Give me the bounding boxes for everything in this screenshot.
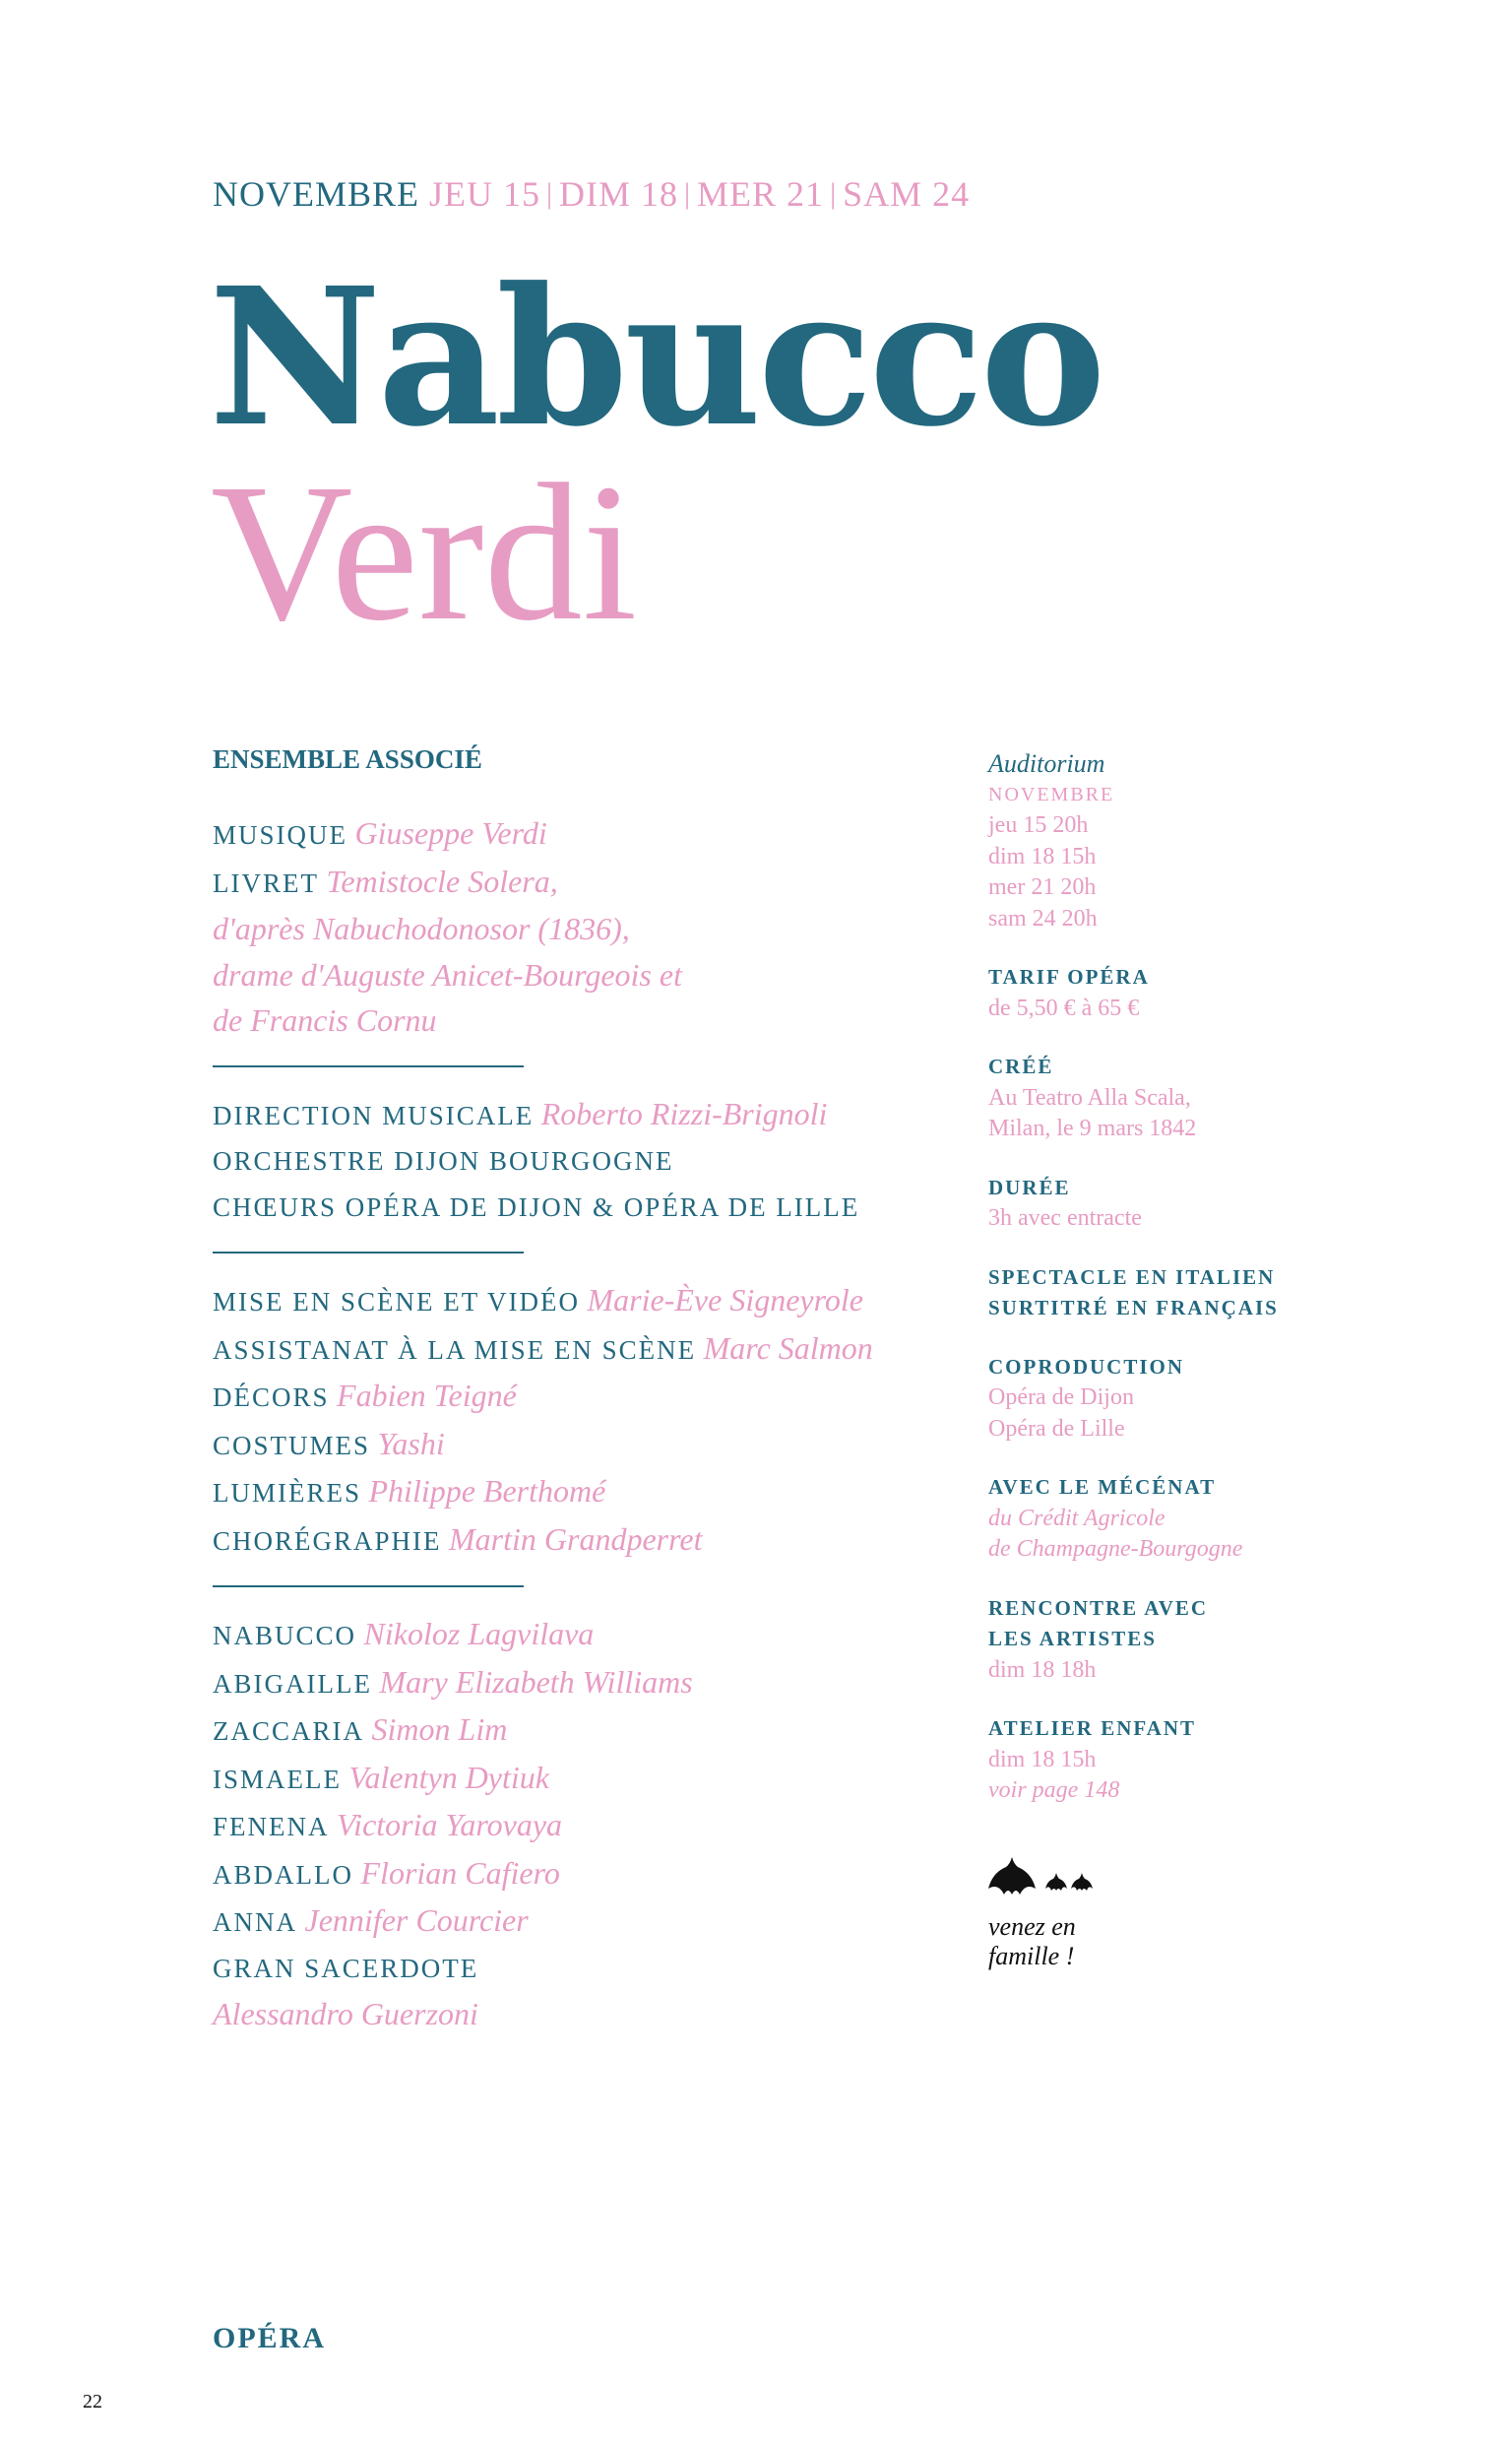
tarif-value: de 5,50 € à 65 € — [988, 995, 1140, 1021]
cast-row — [213, 1755, 961, 1803]
cast-role: ABDALLO — [213, 1859, 353, 1890]
coproduction-heading: COPRODUCTION — [988, 1354, 1185, 1379]
category-label: OPÉRA — [213, 2322, 326, 2354]
date-separator: | — [684, 177, 692, 210]
performance-time: jeu 15 20h — [988, 812, 1089, 838]
credit-role: LIVRET — [213, 868, 319, 898]
divider — [213, 1585, 524, 1587]
workshop-time: dim 18 15h — [988, 1746, 1097, 1772]
performance-time: sam 24 20h — [988, 905, 1098, 932]
performance-time: dim 18 15h — [988, 843, 1097, 869]
livret-line: drame d'Auguste Anicet-Bourgeois et — [213, 956, 682, 993]
credit-role: ASSISTANAT À LA MISE EN SCÈNE — [213, 1334, 697, 1365]
divider — [213, 1065, 524, 1067]
credit-name: Yashi — [377, 1425, 445, 1461]
livret-line: de Francis Cornu — [213, 1002, 437, 1038]
cast-name: Alessandro Guerzoni — [213, 1996, 478, 2031]
credits-column — [213, 744, 961, 2037]
credit-row — [213, 1091, 961, 1139]
cast-row — [213, 1850, 961, 1898]
credit-role: CHORÉGRAPHIE — [213, 1525, 442, 1556]
cast-name: Victoria Yarovaya — [337, 1807, 563, 1842]
credit-row — [213, 1373, 961, 1421]
date-item: JEU 15 — [429, 174, 541, 214]
tarif-heading: TARIF OPÉRA — [988, 965, 1150, 989]
credit-name: Temistocle Solera, — [326, 863, 558, 899]
premiere-heading: CRÉÉ — [988, 1055, 1054, 1078]
family-icon — [986, 1855, 1097, 1900]
cast-name: Nikoloz Lagvilava — [363, 1616, 595, 1651]
credit-role: COSTUMES — [213, 1430, 371, 1460]
cast-name: Simon Lim — [371, 1711, 508, 1747]
credit-name: Marc Salmon — [703, 1329, 873, 1366]
sponsorship-line: de Champagne-Bourgogne — [988, 1536, 1243, 1562]
family-label — [988, 1912, 1076, 1971]
ensemble-heading: ENSEMBLE ASSOCIÉ — [213, 744, 482, 774]
performance-time: mer 21 20h — [988, 874, 1097, 900]
credit-role: DIRECTION MUSICALE — [213, 1100, 535, 1130]
cast-name: Mary Elizabeth Williams — [379, 1663, 693, 1700]
credit-role: MISE EN SCÈNE ET VIDÉO — [213, 1287, 580, 1317]
credit-row — [213, 1421, 961, 1469]
family-line: venez en — [988, 1912, 1076, 1941]
staging-list — [213, 1277, 961, 1564]
credit-row — [213, 810, 961, 859]
credit-row — [213, 1468, 961, 1516]
cast-row — [213, 1897, 961, 1946]
credit-role: DÉCORS — [213, 1382, 330, 1412]
credit-row — [213, 1516, 961, 1565]
workshop-heading: ATELIER ENFANT — [988, 1716, 1197, 1740]
credit-row — [213, 1185, 961, 1231]
opera-title: Nabucco — [209, 247, 1102, 469]
cast-row — [213, 1802, 961, 1850]
date-item: DIM 18 — [559, 174, 679, 214]
credit-name: Fabien Teigné — [337, 1378, 517, 1413]
credit-name: Philippe Berthomé — [368, 1473, 606, 1509]
language-block — [988, 1262, 1382, 1324]
workshop-block — [988, 1713, 1382, 1807]
performance-dates — [213, 173, 970, 215]
cast-role: NABUCCO — [213, 1621, 357, 1650]
coproduction-block — [988, 1352, 1382, 1446]
info-sidebar — [988, 748, 1382, 1834]
cast-row — [213, 1946, 961, 1992]
livret-line: d'après Nabuchodonosor (1836), — [213, 911, 630, 946]
premiere-line: Au Teatro Alla Scala, — [988, 1084, 1191, 1111]
sponsorship-heading: AVEC LE MÉCÉNAT — [988, 1475, 1217, 1499]
cast-role: ANNA — [213, 1907, 297, 1937]
schedule-block — [988, 748, 1382, 934]
choir-name: CHŒURS OPÉRA DE DIJON & OPÉRA DE LILLE — [213, 1191, 860, 1222]
cast-name: Valentyn Dytiuk — [348, 1759, 549, 1795]
dates-month: NOVEMBRE — [213, 174, 420, 214]
credit-name: Roberto Rizzi-Brignoli — [540, 1095, 828, 1131]
cast-row — [213, 1659, 961, 1707]
coproduction-line: Opéra de Lille — [988, 1415, 1125, 1442]
date-item: SAM 24 — [843, 174, 971, 214]
orchestra-name: ORCHESTRE DIJON BOURGOGNE — [213, 1146, 674, 1176]
divider — [213, 1252, 524, 1254]
date-separator: | — [830, 177, 838, 210]
cast-role: ABIGAILLE — [213, 1668, 372, 1699]
duration-block — [988, 1173, 1382, 1235]
venue: Auditorium — [988, 749, 1105, 778]
date-separator: | — [546, 177, 554, 210]
language-line: SURTITRÉ EN FRANÇAIS — [988, 1296, 1279, 1319]
credit-row — [213, 1325, 961, 1374]
cast-role: GRAN SACERDOTE — [213, 1953, 479, 1983]
date-item: MER 21 — [697, 174, 825, 214]
credit-row — [213, 1138, 961, 1185]
credit-name: Martin Grandperret — [449, 1520, 703, 1557]
composer-name: Verdi — [211, 444, 638, 662]
coproduction-line: Opéra de Dijon — [988, 1384, 1134, 1410]
meet-artists-block — [988, 1593, 1382, 1687]
language-line: SPECTACLE EN ITALIEN — [988, 1264, 1276, 1289]
family-line: famille ! — [988, 1942, 1075, 1970]
cast-row — [213, 1611, 961, 1659]
meet-artists-heading: LES ARTISTES — [988, 1627, 1157, 1650]
cast-row — [213, 1706, 961, 1755]
cast-list — [213, 1611, 961, 2037]
cast-name: Florian Cafiero — [360, 1854, 560, 1891]
credit-row — [213, 859, 961, 907]
meet-artists-heading: RENCONTRE AVEC — [988, 1595, 1209, 1620]
credit-name: Marie-Ève Signeyrole — [587, 1282, 863, 1318]
credit-role: LUMIÈRES — [213, 1478, 361, 1508]
credit-row — [213, 1277, 961, 1325]
meet-artists-time: dim 18 18h — [988, 1656, 1097, 1683]
duration-value: 3h avec entracte — [988, 1205, 1142, 1231]
page-number: 22 — [83, 2391, 102, 2412]
cast-role: FENENA — [213, 1812, 330, 1841]
tarif-block — [988, 962, 1382, 1024]
duration-heading: DURÉE — [988, 1175, 1071, 1199]
workshop-page-ref: voir page 148 — [988, 1777, 1120, 1803]
cast-role: ZACCARIA — [213, 1716, 365, 1746]
credit-role: MUSIQUE — [213, 820, 348, 850]
cast-name: Jennifer Courcier — [304, 1902, 529, 1938]
premiere-block — [988, 1052, 1382, 1145]
sponsorship-line: du Crédit Agricole — [988, 1505, 1166, 1531]
premiere-line: Milan, le 9 mars 1842 — [988, 1116, 1197, 1141]
credit-name: Giuseppe Verdi — [354, 815, 547, 851]
cast-role: ISMAELE — [213, 1764, 342, 1794]
schedule-month: NOVEMBRE — [988, 783, 1115, 805]
sponsorship-block — [988, 1472, 1382, 1566]
